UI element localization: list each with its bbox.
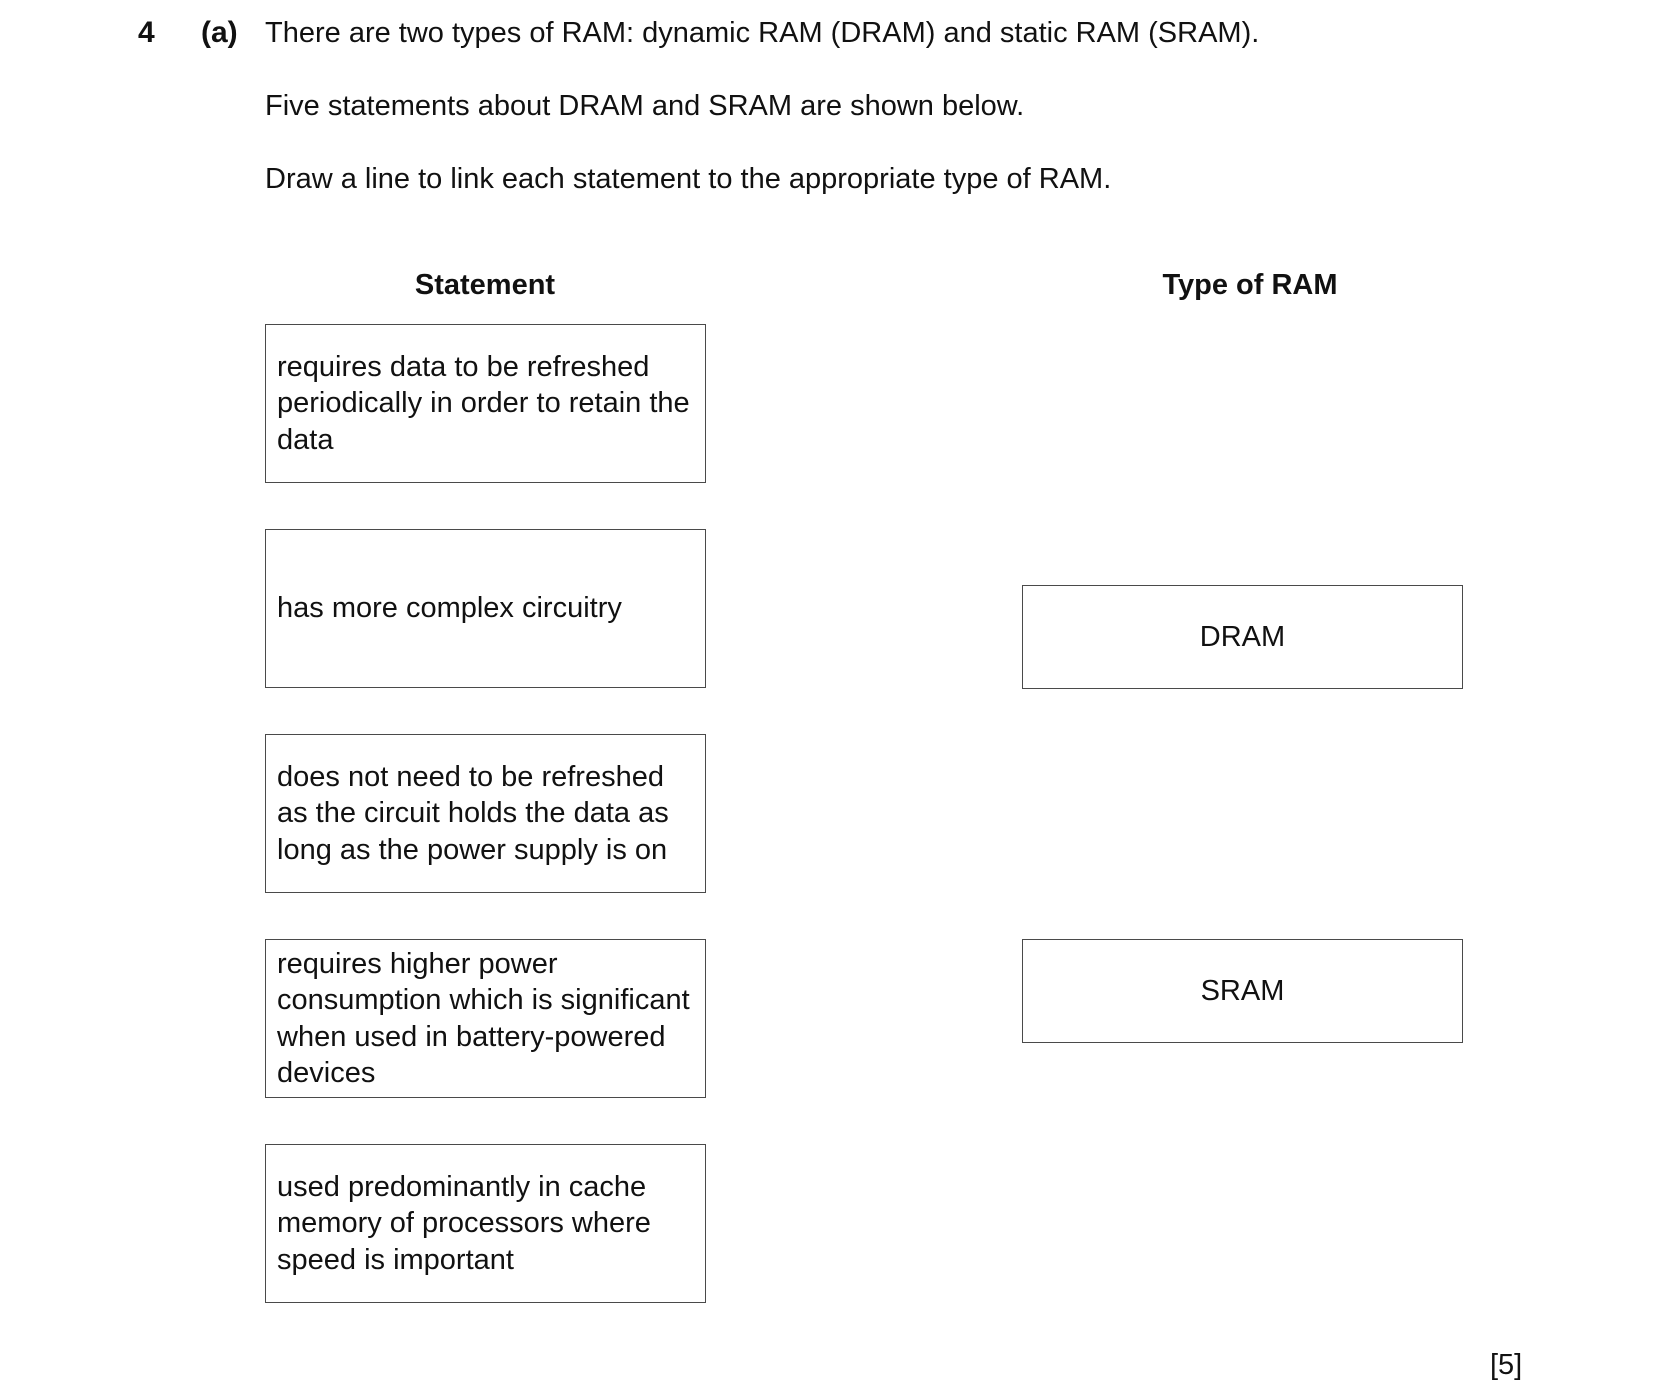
question-context: Five statements about DRAM and SRAM are shown below. bbox=[265, 90, 1025, 122]
question-intro: There are two types of RAM: dynamic RAM (DRAM) and static RAM (SRAM). bbox=[265, 17, 1260, 49]
statement-text-1: requires data to be refreshed periodically in order to retain the data bbox=[277, 350, 690, 456]
question-instruction: Draw a line to link each statement to the appropriate type of RAM. bbox=[265, 163, 1112, 195]
statement-box-3[interactable] bbox=[265, 734, 706, 893]
statement-box-4[interactable] bbox=[265, 939, 706, 1098]
ram-type-label-sram: SRAM bbox=[1200, 975, 1285, 1007]
marks-allocation: [5] bbox=[1490, 1349, 1523, 1381]
question-number: 4 bbox=[138, 16, 155, 49]
ram-type-column-header: Type of RAM bbox=[1162, 269, 1338, 301]
statement-box-2[interactable] bbox=[265, 529, 706, 688]
statement-box-5[interactable] bbox=[265, 1144, 706, 1303]
ram-type-label-dram: DRAM bbox=[1199, 621, 1286, 653]
statement-text-5: used predominantly in cache memory of processors where speed is important bbox=[277, 1170, 651, 1276]
ram-type-box-sram[interactable] bbox=[1022, 939, 1463, 1043]
statement-box-1[interactable] bbox=[265, 324, 706, 483]
statement-column-header: Statement bbox=[414, 269, 556, 301]
ram-type-box-dram[interactable] bbox=[1022, 585, 1463, 689]
statement-text-4: requires higher power consumption which is significant when used in battery-powered devices bbox=[277, 947, 690, 1089]
statement-text-3: does not need to be refreshed as the circuit holds the data as long as the power supply is on bbox=[277, 760, 669, 866]
question-part: (a) bbox=[201, 16, 238, 49]
statement-text-2: has more complex circuitry bbox=[277, 592, 622, 625]
